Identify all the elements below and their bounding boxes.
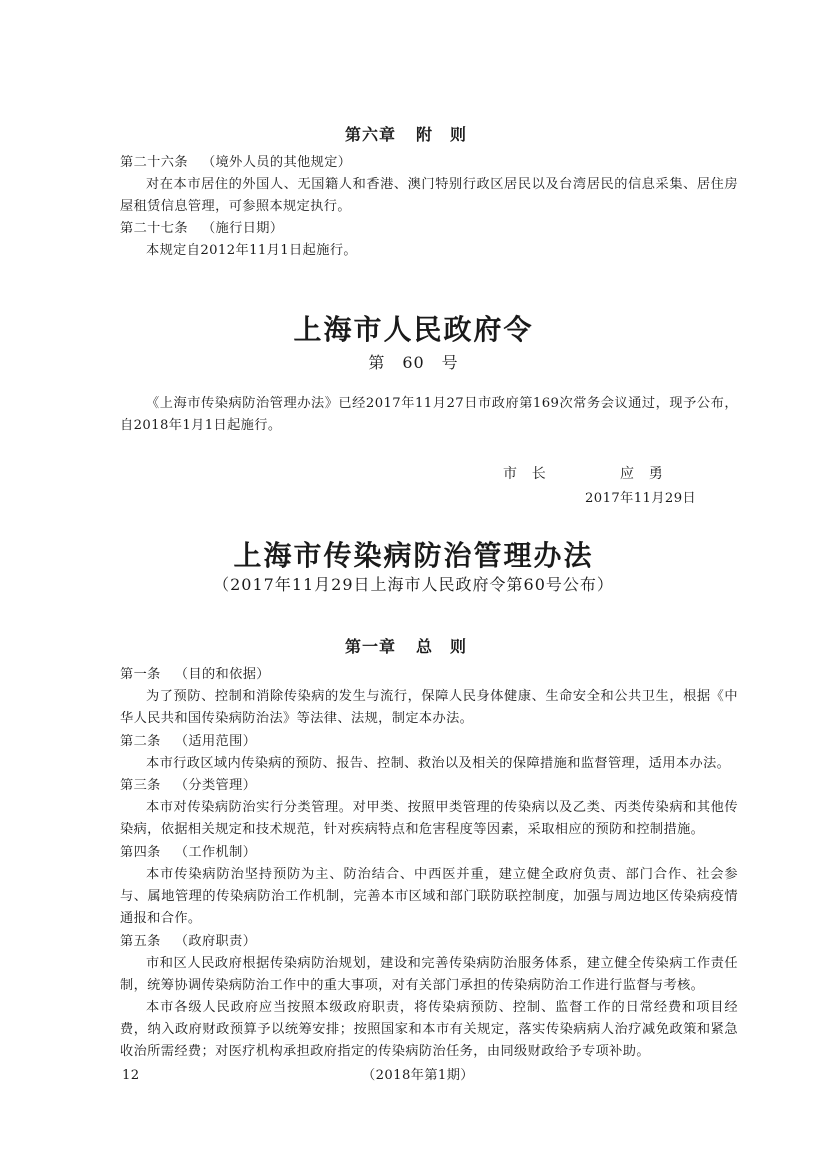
article-text: 为了预防、控制和消除传染病的发生与流行，保障人民身体健康、生命安全和公共卫生，根据《中华人民共和国传染病防治法》等法律、法规，制定本办法。 [120, 689, 738, 726]
article-heading [120, 218, 283, 240]
article-subject: （境外人员的其他规定） [201, 155, 352, 170]
article-heading [120, 931, 256, 953]
article-text: 本市传染病防治坚持预防为主、防治结合、中西医并重，建立健全政府负责、部门合作、社会参与、属地管理的传染病防治工作机制，完善本市区域和部门联防联控制度，加强与周边地区传染病疫情通报和合作。 [120, 867, 738, 926]
chapter-number: 第一章 [345, 637, 397, 656]
article-subject: （工作机制） [174, 845, 257, 860]
page-number: 12 [122, 1068, 140, 1083]
article-text: 市和区人民政府根据传染病防治规划，建设和完善传染病防治服务体系，建立健全传染病工作责任制，统筹协调传染病防治工作中的重大事项，对有关部门承担的传染病防治工作进行监督与考核。 [120, 956, 738, 993]
article-subject: （施行日期） [201, 221, 284, 236]
order-date: 2017年11月29日 [585, 491, 697, 506]
article-heading [120, 842, 256, 864]
chapter-name: 附 则 [416, 125, 468, 144]
chapter-title [345, 122, 467, 145]
article-text: 对在本市居住的外国人、无国籍人和香港、澳门特别行政区居民以及台湾居民的信息采集、居住房屋租赁信息管理，可参照本规定执行。 [120, 177, 738, 214]
article-subject: （适用范围） [174, 734, 257, 749]
chapter-name: 总 则 [416, 637, 468, 656]
article-number: 第四条 [120, 845, 161, 860]
order-number: 第 60 号 [368, 353, 459, 372]
article-number: 第五条 [120, 934, 161, 949]
article-subject: （分类管理） [174, 778, 257, 793]
article-heading [120, 152, 351, 174]
article-heading [120, 664, 270, 686]
article-number: 第三条 [120, 778, 161, 793]
chapter-number: 第六章 [345, 125, 397, 144]
article-number: 第一条 [120, 667, 161, 682]
order-text: 《上海市传染病防治管理办法》已经2017年11月27日市政府第169次常务会议通过，现予公布，自2018年1月1日起施行。 [120, 396, 738, 433]
article-text: 本市行政区域内传染病的预防、报告、控制、救治以及相关的保障措施和监督管理，适用本办法。 [146, 756, 731, 771]
issue-label: （2018年第1期） [362, 1068, 474, 1083]
article-heading [120, 731, 256, 753]
article-number: 第二十七条 [120, 221, 188, 236]
regulation-title: 上海市传染病防治管理办法 [233, 539, 594, 572]
article-subject: （目的和依据） [174, 667, 270, 682]
regulation-subtitle: （2017年11月29日上海市人民政府令第60号公布） [213, 575, 614, 594]
article-heading [120, 775, 256, 797]
article-text: 本市对传染病防治实行分类管理。对甲类、按照甲类管理的传染病以及乙类、丙类传染病和其他传染病，依据相关规定和技术规范，针对疾病特点和危害程度等因素，采取相应的预防和控制措施。 [120, 800, 738, 837]
order-title: 上海市人民政府令 [293, 313, 534, 346]
article-text: 本规定自2012年11月1日起施行。 [146, 243, 357, 258]
chapter-title [345, 634, 467, 657]
article-number: 第二十六条 [120, 155, 188, 170]
article-number: 第二条 [120, 734, 161, 749]
article-text: 本市各级人民政府应当按照本级政府职责，将传染病预防、控制、监督工作的日常经费和项目经费，纳入政府财政预算予以统筹安排；按照国家和本市有关规定，落实传染病病人治疗减免政策和紧急收治所需经费；对医疗机构承担政府指定的传染病防治任务，由同级财政给予专项补助。 [120, 1000, 738, 1059]
article-subject: （政府职责） [174, 934, 257, 949]
signer-name: 应 勇 [620, 466, 664, 482]
signer-title: 市 长 [503, 466, 547, 482]
